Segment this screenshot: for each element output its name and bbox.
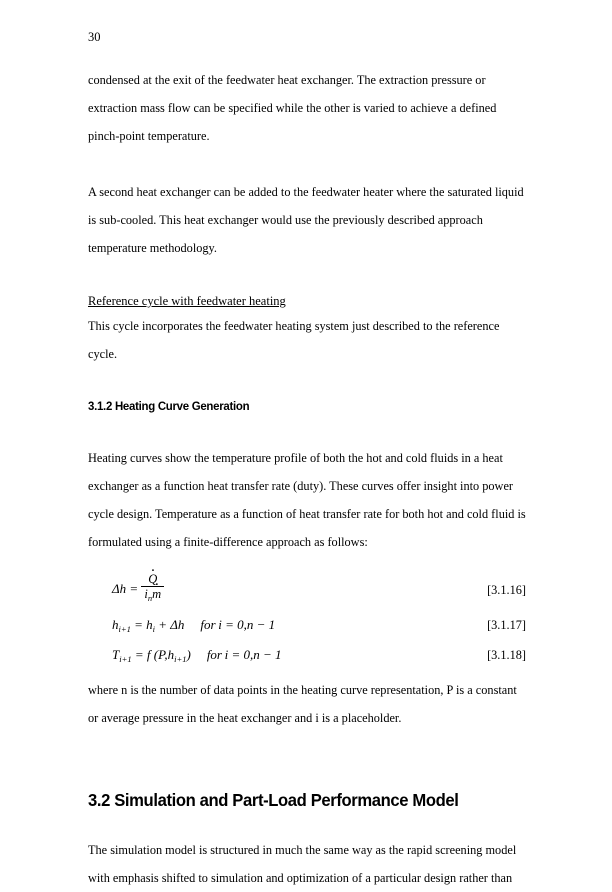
paragraph-3: This cycle incorporates the feedwater heating system just described to the reference cycle.: [88, 319, 500, 361]
equation-3-1-16: [88, 570, 526, 610]
equation-3-1-17-body: $h_{i+1} = h_i + \Delta h$ for i = 0,n − 1: [112, 616, 276, 634]
paragraph-6: The simulation model is structured in much the same way as the rapid screening model with emphasis shifted to simulation and optimization of a particular design rather than: [88, 843, 517, 885]
paragraph-1: condensed at the exit of the feedwater heat exchanger. The extraction pressure or extraction mass flow can be specified while the other is varied to achieve a defined pinch-point temperature.: [88, 73, 497, 143]
paragraph-2: A second heat exchanger can be added to the feedwater heater where the saturated liquid is sub-cooled. This heat exchanger would use the previously described approach temperature methodology.: [88, 185, 524, 255]
spacer: [88, 150, 526, 178]
spacer: [88, 732, 526, 788]
spacer: [88, 368, 526, 396]
spacer: [88, 416, 526, 444]
spacer: [88, 812, 526, 836]
equation-group: [88, 570, 526, 670]
heading-3-2: 3.2 Simulation and Part-Load Performance Model: [88, 790, 459, 810]
paragraph-5: where n is the number of data points in the heating curve representation, P is a constant or average pressure in the heat exchanger and i is a placeholder.: [88, 683, 517, 725]
paragraph-4: Heating curves show the temperature profile of both the hot and cold fluids in a heat exchanger as a function heat transfer rate (duty). These curves offer insight into power cycle design. Temperature as a function of heat transfer rate for both hot and cold fluid is formulated using a finite-difference approach as follows:: [88, 451, 526, 549]
equation-3-1-16-body: Δh = $\frac{Q \cdot}{i_nm}$ ·: [112, 574, 164, 606]
subheading-reference-cycle: Reference cycle with feedwater heating: [88, 294, 286, 308]
equation-3-1-18-body: $T_{i+1} = f$ $(P,h_{i+1})$ for i = 0,n − 1: [112, 646, 282, 664]
page-content: [88, 66, 526, 892]
heading-3-1-2: 3.1.2 Heating Curve Generation: [88, 399, 250, 413]
equation-3-1-17: [88, 610, 526, 640]
equation-3-1-18-tag: [3.1.18]: [487, 647, 526, 662]
equation-3-1-17-tag: [3.1.17]: [487, 617, 526, 632]
equation-3-1-16-tag: [3.1.16]: [487, 582, 526, 597]
page-number: 30: [88, 30, 101, 44]
spacer: [88, 262, 526, 290]
equation-3-1-18: [88, 640, 526, 670]
